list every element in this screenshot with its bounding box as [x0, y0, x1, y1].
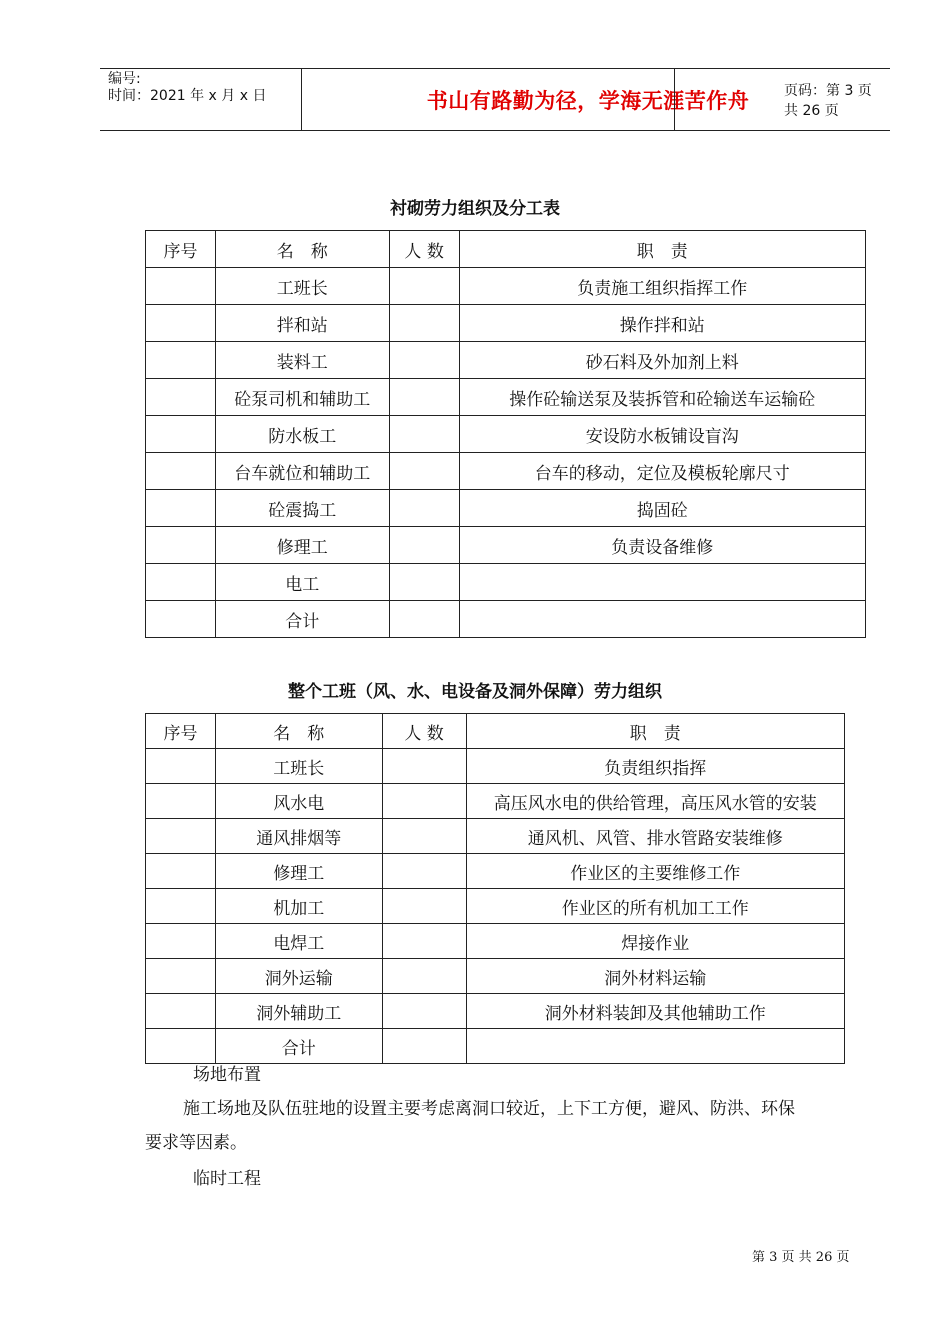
- cell-seq: [146, 819, 216, 854]
- cell-name: 合计: [215, 1029, 382, 1064]
- cell-seq: [146, 959, 216, 994]
- header-page-label: 页码：第 3 页 共 26 页: [784, 82, 872, 119]
- header-divider: [674, 69, 675, 130]
- table-header-row: [146, 231, 866, 268]
- cell-name: 合计: [215, 601, 389, 638]
- cell-count: [389, 379, 459, 416]
- table-row: [146, 819, 845, 854]
- cell-duty: 负责组织指挥: [466, 749, 844, 784]
- cell-count: [382, 994, 466, 1029]
- column-header-seq: 序号: [146, 714, 216, 749]
- cell-name: 修理工: [215, 854, 382, 889]
- cell-name: 装料工: [215, 342, 389, 379]
- table-row: [146, 564, 866, 601]
- cell-duty: 作业区的所有机加工工作: [466, 889, 844, 924]
- column-header-seq: 序号: [146, 231, 216, 268]
- cell-count: [389, 490, 459, 527]
- column-header-duty: 职 责: [466, 714, 844, 749]
- cell-count: [382, 1029, 466, 1064]
- cell-name: 工班长: [215, 268, 389, 305]
- cell-seq: [146, 527, 216, 564]
- column-header-name: 名 称: [215, 714, 382, 749]
- cell-duty: 负责施工组织指挥工作: [459, 268, 865, 305]
- cell-count: [389, 601, 459, 638]
- table-row: [146, 527, 866, 564]
- cell-name: 通风排烟等: [215, 819, 382, 854]
- cell-duty: 焊接作业: [466, 924, 844, 959]
- cell-name: 工班长: [215, 749, 382, 784]
- cell-seq: [146, 379, 216, 416]
- cell-name: 砼震捣工: [215, 490, 389, 527]
- cell-seq: [146, 305, 216, 342]
- table2-title: 整个工班（风、水、电设备及洞外保障）劳力组织: [288, 682, 662, 702]
- table-row: [146, 601, 866, 638]
- cell-seq: [146, 416, 216, 453]
- cell-duty: 作业区的主要维修工作: [466, 854, 844, 889]
- cell-name: 修理工: [215, 527, 389, 564]
- table-row: [146, 305, 866, 342]
- cell-name: 机加工: [215, 889, 382, 924]
- column-header-duty: 职 责: [459, 231, 865, 268]
- table-row: [146, 749, 845, 784]
- cell-seq: [146, 749, 216, 784]
- cell-name: 风水电: [215, 784, 382, 819]
- cell-count: [389, 342, 459, 379]
- table-row: [146, 453, 866, 490]
- header-meta: [108, 71, 266, 105]
- cell-count: [382, 959, 466, 994]
- cell-duty: 砂石料及外加剂上料: [459, 342, 865, 379]
- cell-count: [389, 453, 459, 490]
- cell-duty: 操作拌和站: [459, 305, 865, 342]
- body-paragraph-line: 要求等因素。: [145, 1133, 247, 1153]
- cell-count: [382, 854, 466, 889]
- section-heading-site-layout: 场地布置: [193, 1065, 261, 1085]
- cell-duty: [466, 1029, 844, 1064]
- section-heading-temporary-works: 临时工程: [193, 1169, 261, 1189]
- column-header-count: 人 数: [389, 231, 459, 268]
- cell-seq: [146, 784, 216, 819]
- cell-count: [389, 268, 459, 305]
- cell-count: [389, 416, 459, 453]
- table-header-row: [146, 714, 845, 749]
- cell-count: [389, 527, 459, 564]
- cell-name: 洞外运输: [215, 959, 382, 994]
- cell-seq: [146, 994, 216, 1029]
- cell-seq: [146, 490, 216, 527]
- cell-duty: 负责设备维修: [459, 527, 865, 564]
- cell-seq: [146, 453, 216, 490]
- cell-duty: 通风机、风管、排水管路安装维修: [466, 819, 844, 854]
- cell-name: 电焊工: [215, 924, 382, 959]
- cell-name: 洞外辅助工: [215, 994, 382, 1029]
- cell-count: [382, 889, 466, 924]
- cell-count: [389, 564, 459, 601]
- table-row: [146, 994, 845, 1029]
- cell-name: 防水板工: [215, 416, 389, 453]
- cell-duty: 操作砼输送泵及装拆管和砼输送车运输砼: [459, 379, 865, 416]
- cell-seq: [146, 564, 216, 601]
- cell-count: [382, 924, 466, 959]
- table-row: [146, 490, 866, 527]
- column-header-name: 名 称: [215, 231, 389, 268]
- table-row: [146, 268, 866, 305]
- column-header-count: 人 数: [382, 714, 466, 749]
- cell-seq: [146, 601, 216, 638]
- header-motto: 书山有路勤为径，学海无涯苦作舟: [426, 88, 750, 113]
- table-row: [146, 342, 866, 379]
- table-row: [146, 924, 845, 959]
- code-label: 编号:: [108, 71, 141, 87]
- page-footer: 第 3 页 共 26 页: [752, 1250, 850, 1265]
- table-row: [146, 854, 845, 889]
- cell-count: [389, 305, 459, 342]
- labor-table-2: [145, 713, 845, 1064]
- cell-duty: [459, 564, 865, 601]
- cell-count: [382, 784, 466, 819]
- cell-duty: 洞外材料运输: [466, 959, 844, 994]
- date-label: 时间：2021 年 x 月 x 日: [108, 88, 267, 104]
- header-divider: [301, 69, 302, 130]
- cell-seq: [146, 854, 216, 889]
- table1-title: 衬砌劳力组织及分工表: [390, 199, 560, 219]
- cell-count: [382, 749, 466, 784]
- cell-seq: [146, 342, 216, 379]
- table-row: [146, 959, 845, 994]
- table-row: [146, 889, 845, 924]
- page-header: [100, 68, 890, 131]
- table-row: [146, 379, 866, 416]
- cell-duty: 捣固砼: [459, 490, 865, 527]
- table-row: [146, 416, 866, 453]
- cell-seq: [146, 268, 216, 305]
- labor-table-1: [145, 230, 866, 638]
- cell-seq: [146, 889, 216, 924]
- cell-duty: 高压风水电的供给管理，高压风水管的安装: [466, 784, 844, 819]
- cell-duty: [459, 601, 865, 638]
- cell-duty: 安设防水板铺设盲沟: [459, 416, 865, 453]
- cell-name: 台车就位和辅助工: [215, 453, 389, 490]
- cell-name: 拌和站: [215, 305, 389, 342]
- body-paragraph-line: 施工场地及队伍驻地的设置主要考虑离洞口较近，上下工方便，避风、防洪、环保: [183, 1099, 795, 1119]
- cell-count: [382, 819, 466, 854]
- cell-seq: [146, 924, 216, 959]
- cell-duty: 洞外材料装卸及其他辅助工作: [466, 994, 844, 1029]
- cell-name: 砼泵司机和辅助工: [215, 379, 389, 416]
- table-row: [146, 784, 845, 819]
- cell-name: 电工: [215, 564, 389, 601]
- cell-duty: 台车的移动，定位及模板轮廓尺寸: [459, 453, 865, 490]
